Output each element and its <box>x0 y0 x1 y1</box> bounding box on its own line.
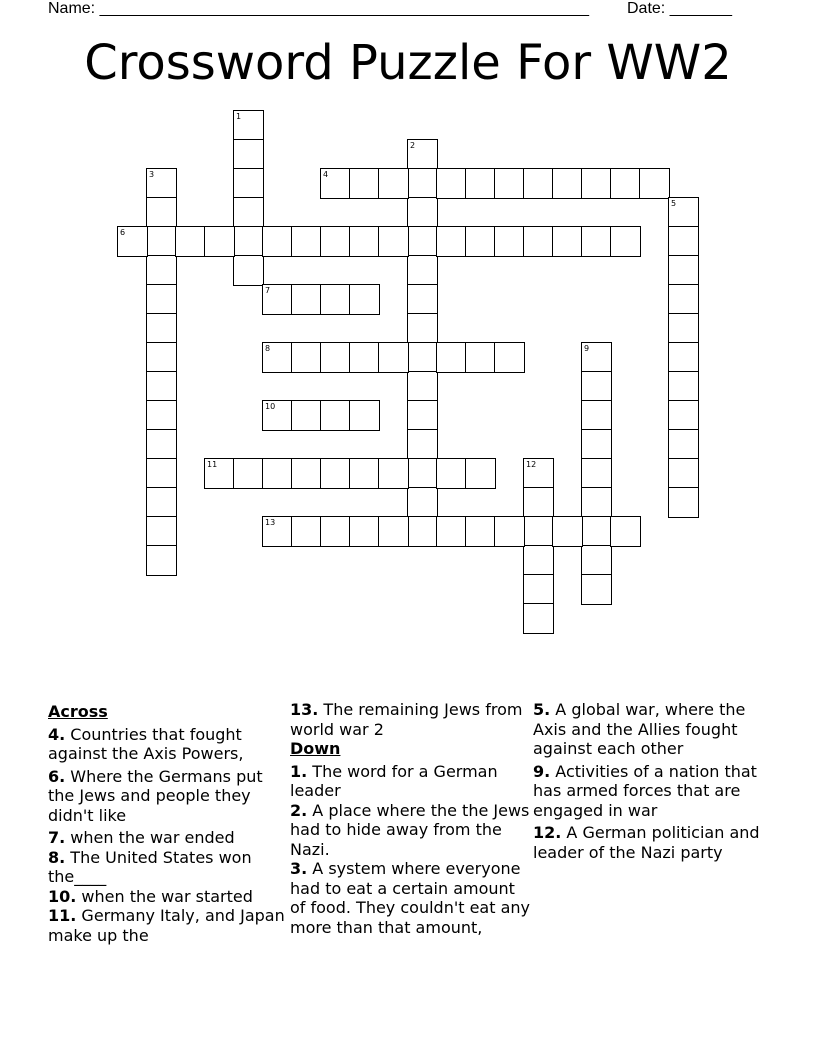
clue-column-2 <box>290 700 530 937</box>
clue-number: 8. <box>48 847 66 867</box>
clue-text: The word for a German leader <box>290 761 498 800</box>
clue-text: when the war ended <box>65 828 235 847</box>
clue-text: A place where the the Jews had to hide away from the Nazi. <box>290 800 530 859</box>
grid-cell[interactable] <box>291 284 322 315</box>
grid-cell[interactable] <box>407 168 438 199</box>
clue-number: 9. <box>533 761 551 781</box>
clue-down-12 <box>533 823 773 862</box>
cell-number: 7 <box>265 286 271 295</box>
clue-down-9 <box>533 762 773 821</box>
clue-across-10 <box>48 887 288 907</box>
grid-cell[interactable] <box>581 342 612 373</box>
clue-across-8 <box>48 848 288 887</box>
grid-cell[interactable] <box>291 458 322 489</box>
grid-cell[interactable] <box>320 284 351 315</box>
clue-number: 5. <box>533 700 551 719</box>
grid-cell[interactable] <box>494 516 525 547</box>
grid-cell[interactable] <box>146 429 177 460</box>
grid-cell[interactable] <box>668 342 699 373</box>
grid-cell[interactable] <box>233 168 264 199</box>
grid-cell[interactable] <box>233 226 264 257</box>
clue-text: A global war, where the Axis and the Allies fought against each other <box>533 700 746 758</box>
grid-cell[interactable] <box>378 168 409 199</box>
clue-column-1 <box>48 700 288 945</box>
grid-cell[interactable] <box>465 516 496 547</box>
cell-number: 11 <box>207 460 218 469</box>
grid-cell[interactable] <box>523 458 554 489</box>
cell-number: 1 <box>236 112 242 121</box>
grid-cell[interactable] <box>494 168 525 199</box>
clue-across-6 <box>48 767 288 826</box>
grid-cell[interactable] <box>262 516 293 547</box>
grid-cell[interactable] <box>146 255 177 286</box>
grid-cell[interactable] <box>407 429 438 460</box>
grid-cell[interactable] <box>204 458 235 489</box>
grid-cell[interactable] <box>581 400 612 431</box>
grid-cell[interactable] <box>204 226 235 257</box>
clue-number: 2. <box>290 800 308 820</box>
grid-cell[interactable] <box>436 458 467 489</box>
grid-cell[interactable] <box>146 284 177 315</box>
grid-cell[interactable] <box>146 371 177 402</box>
grid-cell[interactable] <box>668 371 699 402</box>
cell-number: 12 <box>526 460 537 469</box>
grid-cell[interactable] <box>552 168 583 199</box>
grid-cell[interactable] <box>407 284 438 315</box>
date-field[interactable]: Date: _______ <box>627 0 732 17</box>
grid-cell[interactable] <box>494 342 525 373</box>
grid-cell[interactable] <box>407 516 438 547</box>
grid-cell[interactable] <box>146 226 177 257</box>
grid-cell[interactable] <box>146 197 177 228</box>
across-heading: Across <box>48 702 108 721</box>
grid-cell[interactable] <box>146 400 177 431</box>
cell-number: 5 <box>671 199 677 208</box>
cell-number: 3 <box>149 170 155 179</box>
grid-cell[interactable] <box>233 255 264 286</box>
clue-across-4 <box>48 725 288 764</box>
grid-cell[interactable] <box>436 168 467 199</box>
grid-cell[interactable] <box>262 458 293 489</box>
grid-cell[interactable] <box>320 342 351 373</box>
grid-cell[interactable] <box>436 516 467 547</box>
grid-cell[interactable] <box>291 342 322 373</box>
grid-cell[interactable] <box>407 226 438 257</box>
grid-cell[interactable] <box>233 197 264 228</box>
grid-cell[interactable] <box>291 226 322 257</box>
clue-text: The remaining Jews from world war 2 <box>290 700 523 739</box>
clue-down-2 <box>290 801 530 860</box>
grid-cell[interactable] <box>668 226 699 257</box>
grid-cell[interactable] <box>349 342 380 373</box>
clue-number: 10. <box>48 886 77 906</box>
grid-cell[interactable] <box>378 516 409 547</box>
grid-cell[interactable] <box>668 487 699 518</box>
grid-cell[interactable] <box>668 429 699 460</box>
grid-cell[interactable] <box>262 284 293 315</box>
grid-cell[interactable] <box>436 226 467 257</box>
clue-text: A system where everyone had to eat a certain amount of food. They couldn't eat any more than that amount, <box>290 859 531 937</box>
clue-text: The United States won the____ <box>48 847 252 886</box>
grid-cell[interactable] <box>668 255 699 286</box>
clue-column-3 <box>533 700 773 862</box>
grid-cell[interactable] <box>523 545 554 576</box>
grid-cell[interactable] <box>523 226 554 257</box>
clue-text: Activities of a nation that has armed forces that are engaged in war <box>533 761 757 820</box>
grid-cell[interactable] <box>146 458 177 489</box>
clue-down-3 <box>290 859 530 937</box>
clue-text: Countries that fought against the Axis Powers, <box>48 724 244 763</box>
clue-across-13 <box>290 700 530 739</box>
grid-cell[interactable] <box>146 168 177 199</box>
grid-cell[interactable] <box>407 139 438 170</box>
grid-cell[interactable] <box>581 487 612 518</box>
clue-number: 4. <box>48 724 66 744</box>
grid-cell[interactable] <box>407 313 438 344</box>
grid-cell[interactable] <box>349 284 380 315</box>
grid-cell[interactable] <box>407 255 438 286</box>
grid-cell[interactable] <box>320 400 351 431</box>
grid-cell[interactable] <box>233 458 264 489</box>
grid-cell[interactable] <box>581 371 612 402</box>
grid-cell[interactable] <box>320 226 351 257</box>
grid-cell[interactable] <box>668 313 699 344</box>
grid-cell[interactable] <box>117 226 148 257</box>
grid-cell[interactable] <box>465 342 496 373</box>
cell-number: 2 <box>410 141 416 150</box>
clue-number: 12. <box>533 823 562 842</box>
cell-number: 9 <box>584 344 590 353</box>
grid-cell[interactable] <box>146 516 177 547</box>
clue-down-5 <box>533 700 773 759</box>
grid-cell[interactable] <box>378 458 409 489</box>
clue-text: A German politician and leader of the Nazi party <box>533 823 760 862</box>
grid-cell[interactable] <box>378 342 409 373</box>
grid-cell[interactable] <box>581 458 612 489</box>
grid-cell[interactable] <box>552 516 583 547</box>
grid-cell[interactable] <box>436 342 467 373</box>
grid-cell[interactable] <box>233 110 264 141</box>
grid-cell[interactable] <box>581 574 612 605</box>
clue-number: 13. <box>290 700 319 719</box>
grid-cell[interactable] <box>378 226 409 257</box>
clue-across-7 <box>48 828 288 848</box>
grid-cell[interactable] <box>581 429 612 460</box>
clue-number: 3. <box>290 859 308 878</box>
grid-cell[interactable] <box>610 168 641 199</box>
cell-number: 10 <box>265 402 276 411</box>
grid-cell[interactable] <box>407 197 438 228</box>
grid-cell[interactable] <box>407 342 438 373</box>
cell-number: 13 <box>265 518 276 527</box>
cell-number: 4 <box>323 170 329 179</box>
clue-number: 6. <box>48 766 66 786</box>
grid-cell[interactable] <box>465 168 496 199</box>
clue-text: Germany Italy, and Japan make up the <box>48 906 285 945</box>
grid-cell[interactable] <box>349 400 380 431</box>
grid-cell[interactable] <box>610 226 641 257</box>
clue-text: Where the Germans put the Jews and people they didn't like <box>48 766 263 825</box>
grid-cell[interactable] <box>146 313 177 344</box>
grid-cell[interactable] <box>552 226 583 257</box>
grid-cell[interactable] <box>407 400 438 431</box>
grid-cell[interactable] <box>523 574 554 605</box>
grid-cell[interactable] <box>523 516 554 547</box>
grid-cell[interactable] <box>581 545 612 576</box>
cell-number: 6 <box>120 228 126 237</box>
grid-cell[interactable] <box>320 516 351 547</box>
name-field[interactable]: Name: _______________________________________________________ <box>48 0 589 17</box>
page-title: Crossword Puzzle For WW2 <box>84 35 732 91</box>
grid-cell[interactable] <box>494 226 525 257</box>
grid-cell[interactable] <box>146 342 177 373</box>
cell-number: 8 <box>265 344 271 353</box>
grid-cell[interactable] <box>581 168 612 199</box>
grid-cell[interactable] <box>291 516 322 547</box>
grid-cell[interactable] <box>523 603 554 634</box>
grid-cell[interactable] <box>407 371 438 402</box>
grid-cell[interactable] <box>668 400 699 431</box>
grid-cell[interactable] <box>262 226 293 257</box>
grid-cell[interactable] <box>349 226 380 257</box>
grid-cell[interactable] <box>581 226 612 257</box>
grid-cell[interactable] <box>610 516 641 547</box>
grid-cell[interactable] <box>668 284 699 315</box>
grid-cell[interactable] <box>523 168 554 199</box>
grid-cell[interactable] <box>175 226 206 257</box>
grid-cell[interactable] <box>291 400 322 431</box>
grid-cell[interactable] <box>465 226 496 257</box>
grid-cell[interactable] <box>668 458 699 489</box>
grid-cell[interactable] <box>407 487 438 518</box>
clue-number: 1. <box>290 761 308 781</box>
grid-cell[interactable] <box>639 168 670 199</box>
grid-cell[interactable] <box>349 168 380 199</box>
down-heading: Down <box>290 739 341 758</box>
grid-cell[interactable] <box>146 545 177 576</box>
clue-down-1 <box>290 762 530 801</box>
grid-cell[interactable] <box>146 487 177 518</box>
grid-cell[interactable] <box>262 400 293 431</box>
grid-cell[interactable] <box>349 458 380 489</box>
grid-cell[interactable] <box>320 458 351 489</box>
grid-cell[interactable] <box>349 516 380 547</box>
grid-cell[interactable] <box>262 342 293 373</box>
grid-cell[interactable] <box>233 139 264 170</box>
grid-cell[interactable] <box>668 197 699 228</box>
clue-number: 7. <box>48 828 66 847</box>
clue-text: when the war started <box>76 886 253 906</box>
clue-number: 11. <box>48 906 77 925</box>
clue-across-11 <box>48 906 288 945</box>
grid-cell[interactable] <box>523 487 554 518</box>
grid-cell[interactable] <box>465 458 496 489</box>
grid-cell[interactable] <box>407 458 438 489</box>
grid-cell[interactable] <box>320 168 351 199</box>
grid-cell[interactable] <box>581 516 612 547</box>
